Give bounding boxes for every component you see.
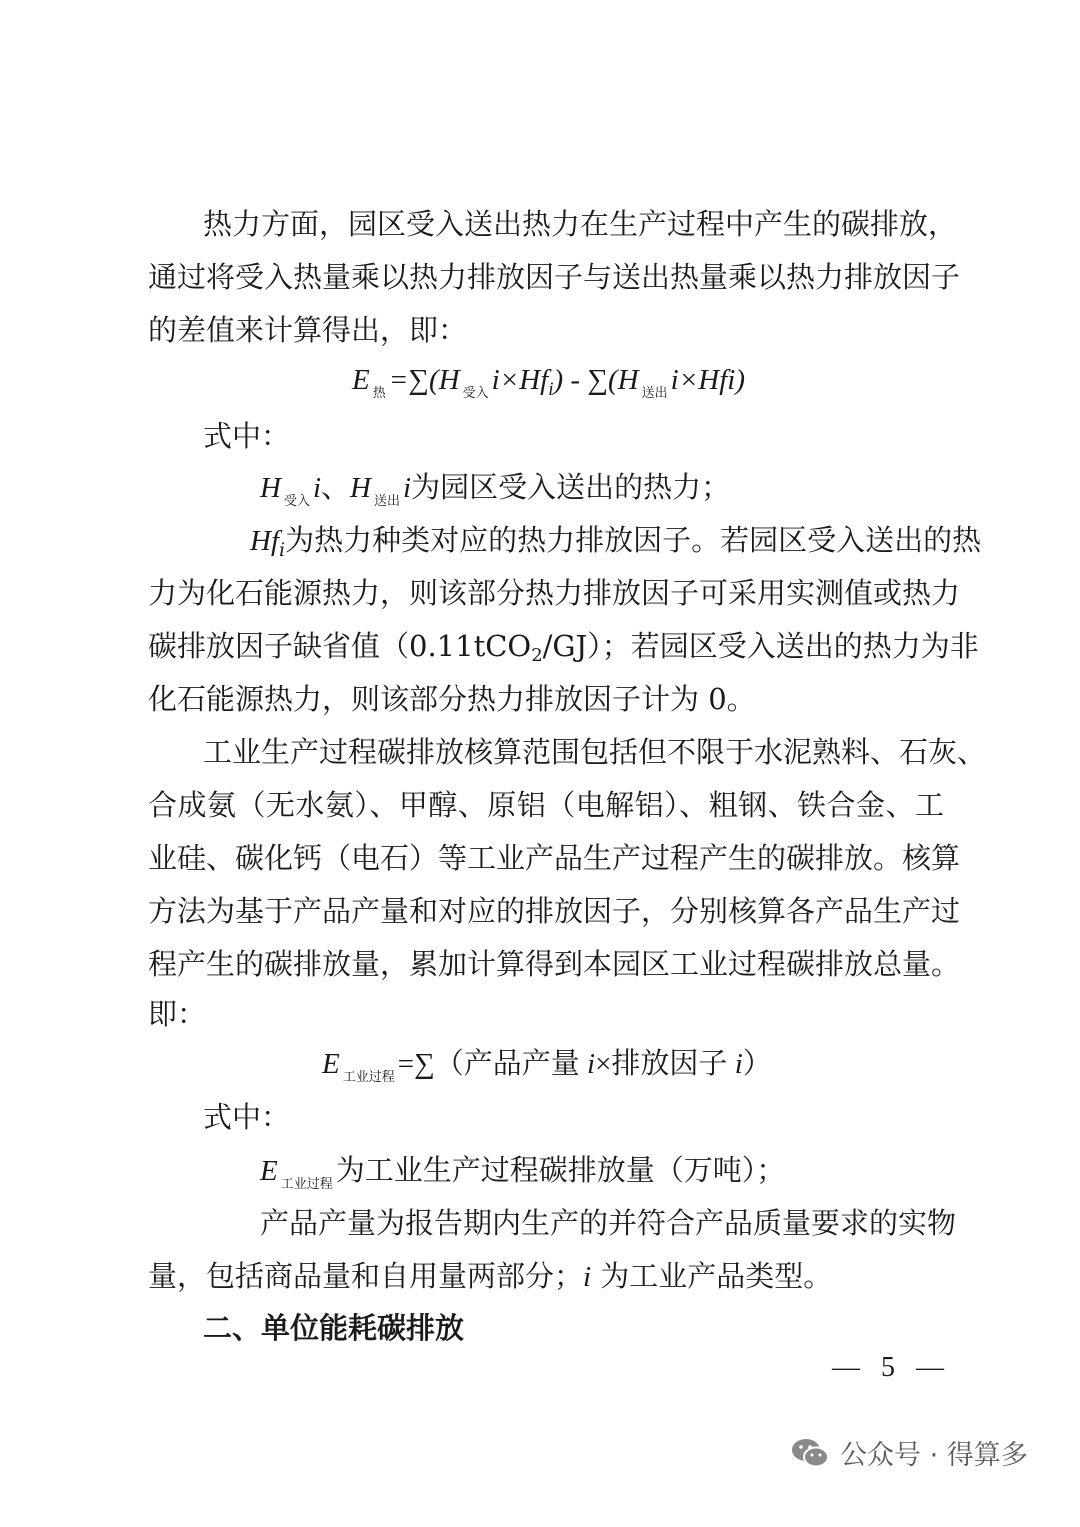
definition-output-line1: 产品产量为报告期内生产的并符合产品质量要求的实物: [260, 1206, 957, 1240]
where-label-2: 式中：: [203, 1100, 291, 1134]
para1-line1: 热力方面，园区受入送出热力在生产过程中产生的碳排放，: [203, 207, 958, 241]
para2-line4: 方法为基于产品产量和对应的排放因子，分别核算各产品生产过: [148, 894, 961, 928]
para2-line2: 合成氨（无水氨）、甲醇、原铝（电解铝）、粗钢、铁合金、工: [148, 788, 944, 822]
formula-heat: E $_热$ =∑(H $_{受入}$ $i\times Hf_i) - \sum(H$ $_{送出}$ i×Hfi): [352, 364, 745, 400]
definition-output-line2: 量，包括商品量和自用量两部分；i 为工业产品类型。: [148, 1259, 833, 1293]
watermark: [790, 1433, 1028, 1472]
para2-line1: 工业生产过程碳排放核算范围包括但不限于水泥熟料、石灰、: [203, 735, 987, 769]
where-label-1: 式中：: [203, 419, 291, 453]
watermark-text: 公众号 · 得算多: [840, 1440, 1028, 1471]
para2-line5: 程产生的碳排放量，累加计算得到本园区工业过程碳排放总量。: [148, 947, 961, 981]
definition-h: H $_{受入}$ i、H $_{送出}$ i为园区受入送出的热力；: [260, 470, 731, 509]
para2-line3: 业硅、碳化钙（电石）等工业产品生产过程产生的碳排放。核算: [148, 841, 961, 875]
para1-line2: 通过将受入热量乘以热力排放因子与送出热量乘以热力排放因子: [148, 260, 961, 294]
definition-hf-line4: 化石能源热力，则该部分热力排放因子计为 0。: [148, 682, 756, 716]
definition-hf-line1: $Hf_i$为热力种类对应的热力排放因子。若园区受入送出的热: [250, 523, 982, 561]
section-heading: 二、单位能耗碳排放: [203, 1311, 465, 1345]
para2-line6: 即：: [148, 997, 207, 1031]
definition-hf-line2: 力为化石能源热力，则该部分热力排放因子可采用实测值或热力: [148, 576, 961, 610]
para1-line3: 的差值来计算得出，即：: [148, 313, 468, 347]
definition-e-industrial: E $_{工业过程}$ 为工业生产过程碳排放量（万吨）；: [260, 1153, 786, 1192]
formula-industrial-process: E $_{工业过程}$ =∑（产品产量 i×排放因子 i）: [322, 1048, 772, 1084]
wechat-icon: [790, 1436, 830, 1470]
page-number: — 5 —: [832, 1352, 944, 1383]
definition-hf-line3: 碳排放因子缺省值（0.11tCO2/GJ）；若园区受入送出的热力为非: [148, 629, 979, 666]
